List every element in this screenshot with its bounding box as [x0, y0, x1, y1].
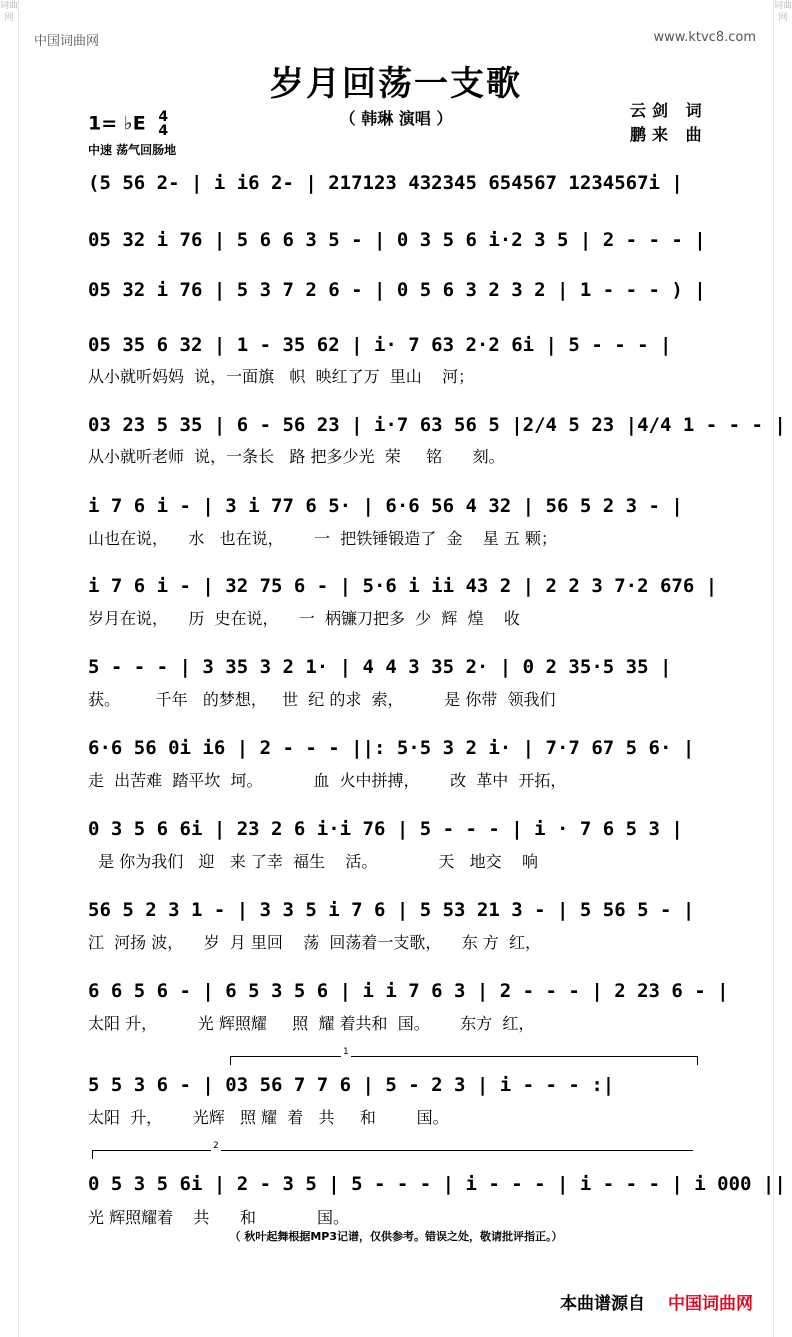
- staff-notes-8: 5 - - - | 3 35 3 2 1· | 4 4 3 35 2· | 0 2 35·5 35 |: [88, 656, 672, 678]
- staff-notes-14: 0 5 3 5 6i | 2 - 3 5 | 5 - - - | i - - - | i - - - | i 000 ||: [88, 1173, 786, 1195]
- staff-lyrics-4: 从小就听妈妈 说，一面旗 帜 映红了万 里山 河；: [88, 367, 475, 386]
- transcription-note: （ 秋叶起舞根据MP3记谱，仅供参考。错误之处，敬请批评指正。）: [229, 1230, 563, 1243]
- staff-notes-13: 5 5 3 6 - | 03 56 7 7 6 | 5 - 2 3 | i - - - :|: [88, 1074, 615, 1096]
- first-ending-bracket: [230, 1047, 698, 1065]
- staff-notes-5: 03 23 5 35 | 6 - 56 23 | i·7 63 56 5 |2/4 5 23 |4/4 1 - - - |: [88, 414, 786, 436]
- staff-notes-2: 05 32 i 76 | 5 6 6 3 5 - | 0 3 5 6 i·2 3 5 | 2 - - - |: [88, 229, 706, 251]
- time-sig-top: 4: [158, 109, 169, 125]
- staff-lyrics-9: 走 出苦难 踏平坎 坷。 血 火中拼搏， 改 革中 开拓，: [88, 771, 567, 790]
- right-watermark-strip: [773, 0, 792, 1337]
- tempo-marking: 中速 荡气回肠地: [88, 143, 177, 157]
- staff-notes-12: 6 6 5 6 - | 6 5 3 5 6 | i i 7 6 3 | 2 - - - | 2 23 6 - |: [88, 980, 729, 1002]
- staff-notes-9: 6·6 56 0i i6 | 2 - - - ||: 5·5 3 2 i· | 7·7 67 5 6· |: [88, 737, 695, 759]
- staff-lyrics-6: 山也在说， 水 也在说， 一 把铁锤锻造了 金 星 五 颗；: [88, 529, 557, 548]
- staff-lyrics-5: 从小就听老师 说，一条长 路 把多少光 荣 铭 刻。: [88, 447, 505, 466]
- staff-notes-11: 56 5 2 3 1 - | 3 3 5 i 7 6 | 5 53 21 3 - | 5 56 5 - |: [88, 899, 695, 921]
- second-ending-number: 2: [213, 1141, 219, 1151]
- key-label: 1= ♭E: [88, 112, 146, 135]
- left-watermark: 词曲网: [0, 1, 19, 23]
- source-site-link[interactable]: 中国词曲网: [668, 1294, 753, 1314]
- staff-lyrics-7: 岁月在说， 历 史在说， 一 柄镰刀把多 少 辉 煌 收: [88, 609, 520, 628]
- site-url[interactable]: www.ktvc8.com: [653, 30, 756, 45]
- staff-notes-6: i 7 6 i - | 3 i 77 6 5· | 6·6 56 4 32 | 56 5 2 3 - |: [88, 495, 683, 517]
- source-label: 本曲谱源自: [560, 1294, 645, 1314]
- song-title: 岁月回荡一支歌: [270, 64, 522, 104]
- time-sig-bottom: 4: [158, 123, 169, 139]
- staff-lyrics-13: 太阳 升， 光辉 照 耀 着 共 和 国。: [88, 1108, 449, 1127]
- staff-lyrics-10: 是 你为我们 迎 来 了幸 福生 活。 天 地交 响: [88, 852, 539, 871]
- composer-credit: 鹏来 曲: [630, 125, 708, 144]
- key-signature: [88, 110, 168, 138]
- time-signature: [158, 110, 168, 138]
- staff-lyrics-8: 获。 千年 的梦想， 世 纪 的求 索， 是 你带 领我们: [88, 690, 556, 709]
- lyricist-credit: 云剑 词: [630, 101, 708, 120]
- singer-credit: （ 韩琳 演唱 ）: [339, 109, 453, 128]
- staff-notes-1: (5 56 2- | i i6 2- | 217123 432345 654567 1234567i |: [88, 172, 683, 194]
- second-ending-bracket: [92, 1141, 693, 1159]
- staff-lyrics-12: 太阳 升， 光 辉照耀 照 耀 着共和 国。 东方 红，: [88, 1014, 535, 1033]
- staff-lyrics-11: 江 河扬 波， 岁 月 里回 荡 回荡着一支歌， 东 方 红，: [88, 933, 541, 952]
- staff-notes-10: 0 3 5 6 6i | 23 2 6 i·i 76 | 5 - - - | i · 7 6 5 3 |: [88, 818, 683, 840]
- staff-notes-4: 05 35 6 32 | 1 - 35 62 | i· 7 63 2·2 6i | 5 - - - |: [88, 334, 672, 356]
- left-watermark-strip: [0, 0, 19, 1337]
- right-watermark: 词曲网: [774, 1, 792, 23]
- first-ending-number: 1: [343, 1047, 349, 1057]
- staff-lyrics-14: 光 辉照耀着 共 和 国。: [88, 1208, 349, 1227]
- staff-notes-3: 05 32 i 76 | 5 3 7 2 6 - | 0 5 6 3 2 3 2 | 1 - - - ) |: [88, 279, 706, 301]
- site-name[interactable]: 中国词曲网: [34, 34, 100, 49]
- staff-notes-7: i 7 6 i - | 32 75 6 - | 5·6 i ii 43 2 | 2 2 3 7·2 676 |: [88, 575, 718, 597]
